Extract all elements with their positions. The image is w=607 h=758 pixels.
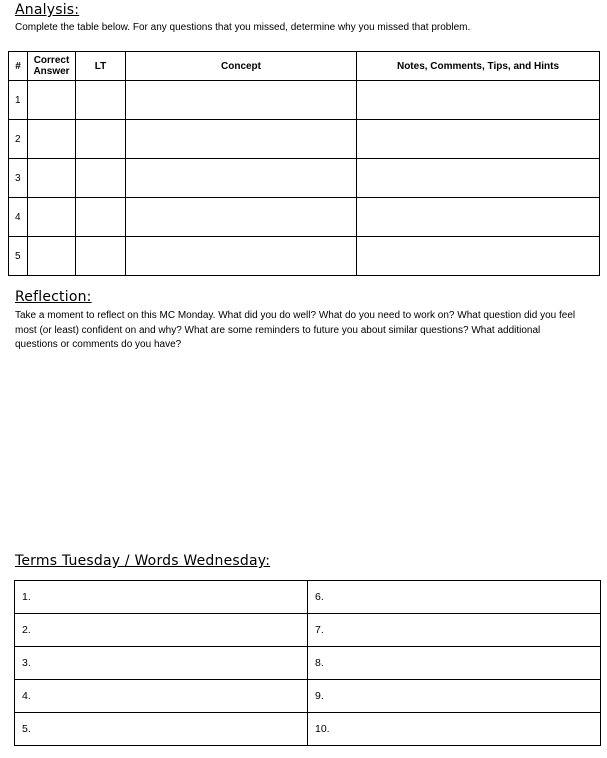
correct-answer-cell[interactable]: [28, 159, 76, 198]
concept-cell[interactable]: [126, 198, 357, 237]
table-row: [15, 713, 601, 746]
header-notes: Notes, Comments, Tips, and Hints: [357, 52, 600, 81]
term-cell[interactable]: 5.: [15, 713, 308, 746]
lt-cell[interactable]: [76, 120, 126, 159]
table-row: [15, 581, 601, 614]
reflection-heading: Reflection:: [15, 289, 92, 305]
table-row: [15, 647, 601, 680]
term-cell[interactable]: 8.: [308, 647, 601, 680]
row-number: 5: [9, 237, 28, 276]
correct-answer-cell[interactable]: [28, 120, 76, 159]
concept-cell[interactable]: [126, 159, 357, 198]
notes-cell[interactable]: [357, 237, 600, 276]
term-cell[interactable]: 7.: [308, 614, 601, 647]
header-lt: LT: [76, 52, 126, 81]
concept-cell[interactable]: [126, 237, 357, 276]
lt-cell[interactable]: [76, 159, 126, 198]
analysis-header-row: [9, 52, 600, 81]
concept-cell[interactable]: [126, 81, 357, 120]
lt-cell[interactable]: [76, 81, 126, 120]
term-cell[interactable]: 9.: [308, 680, 601, 713]
notes-cell[interactable]: [357, 120, 600, 159]
term-cell[interactable]: 4.: [15, 680, 308, 713]
term-cell[interactable]: 10.: [308, 713, 601, 746]
correct-answer-cell[interactable]: [28, 198, 76, 237]
notes-cell[interactable]: [357, 159, 600, 198]
table-row: [9, 198, 600, 237]
table-row: [9, 120, 600, 159]
row-number: 3: [9, 159, 28, 198]
term-cell[interactable]: 6.: [308, 581, 601, 614]
concept-cell[interactable]: [126, 120, 357, 159]
header-correct-answer: Correct Answer: [28, 52, 76, 81]
notes-cell[interactable]: [357, 198, 600, 237]
lt-cell[interactable]: [76, 237, 126, 276]
terms-heading: Terms Tuesday / Words Wednesday:: [15, 553, 271, 569]
term-cell[interactable]: 2.: [15, 614, 308, 647]
table-row: [9, 159, 600, 198]
correct-answer-cell[interactable]: [28, 237, 76, 276]
term-cell[interactable]: 3.: [15, 647, 308, 680]
reflection-prompt: Take a moment to reflect on this MC Monday. What did you do well? What do you need to work on? What question did you feel most (or least) confident on and why? What are some reminders to future you about similar questions? What additional questions or comments do you have?: [15, 310, 576, 350]
term-cell[interactable]: 1.: [15, 581, 308, 614]
row-number: 1: [9, 81, 28, 120]
header-concept: Concept: [126, 52, 357, 81]
terms-table: [14, 580, 601, 746]
header-number: #: [9, 52, 28, 81]
row-number: 4: [9, 198, 28, 237]
analysis-table: [8, 51, 600, 276]
lt-cell[interactable]: [76, 198, 126, 237]
table-row: [9, 237, 600, 276]
table-row: [15, 614, 601, 647]
row-number: 2: [9, 120, 28, 159]
table-row: [9, 81, 600, 120]
analysis-heading: Analysis:: [15, 2, 80, 18]
notes-cell[interactable]: [357, 81, 600, 120]
correct-answer-cell[interactable]: [28, 81, 76, 120]
analysis-instructions: Complete the table below. For any questions that you missed, determine why you missed that problem.: [15, 22, 471, 33]
table-row: [15, 680, 601, 713]
